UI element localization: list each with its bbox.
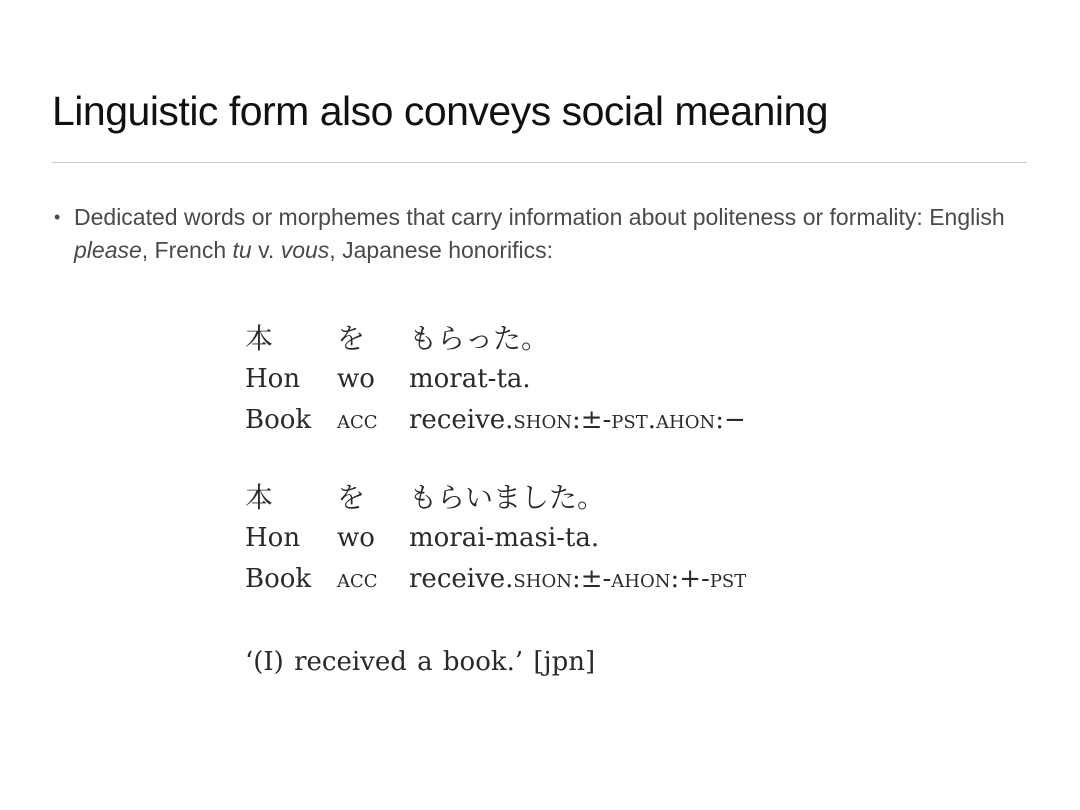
romaji-word: wo (337, 523, 375, 553)
gloss-word: Book (245, 564, 312, 594)
japanese-word: を (337, 322, 366, 355)
gloss-tag: shon:±-ahon:+-pst (513, 564, 747, 594)
gloss-base: receive. (409, 564, 514, 594)
romaji-word: morai-masi-ta. (409, 523, 600, 553)
romaji-word: morat-ta. (409, 364, 531, 394)
japanese-word: 本 (245, 481, 274, 514)
bullet-text-part: , Japanese honorifics: (329, 237, 554, 263)
bullet-point (54, 201, 1014, 267)
gloss-word: acc (337, 564, 378, 594)
japanese-word: もらった。 (409, 322, 550, 355)
romaji-word: wo (337, 364, 375, 394)
japanese-word: を (337, 481, 366, 514)
slide-title: Linguistic form also conveys social meaning (52, 88, 829, 134)
bullet-marker: • (54, 207, 61, 227)
gloss-word: Book (245, 405, 312, 435)
gloss-word: acc (337, 405, 378, 435)
example-vous: vous (280, 237, 330, 263)
gloss-base: receive. (409, 405, 514, 435)
romaji-word: Hon (245, 523, 301, 553)
gloss-word (409, 400, 746, 441)
bullet-text-part: Dedicated words or morphemes that carry information about politeness or formality: English (74, 204, 1005, 230)
japanese-word: 本 (245, 322, 274, 355)
gloss-tag: shon:±-pst.ahon:− (513, 405, 746, 435)
gloss-word (409, 559, 746, 600)
example-tu: tu (232, 237, 252, 263)
example-please: please (74, 237, 142, 263)
bullet-text-part: v. (251, 237, 281, 263)
romaji-word: Hon (245, 364, 301, 394)
bullet-text (74, 201, 1014, 267)
japanese-word: もらいました。 (409, 481, 606, 514)
free-translation: ‘(I) received a book.’ [jpn] (245, 647, 596, 677)
bullet-text-part: , French (141, 237, 233, 263)
title-divider (52, 162, 1027, 163)
